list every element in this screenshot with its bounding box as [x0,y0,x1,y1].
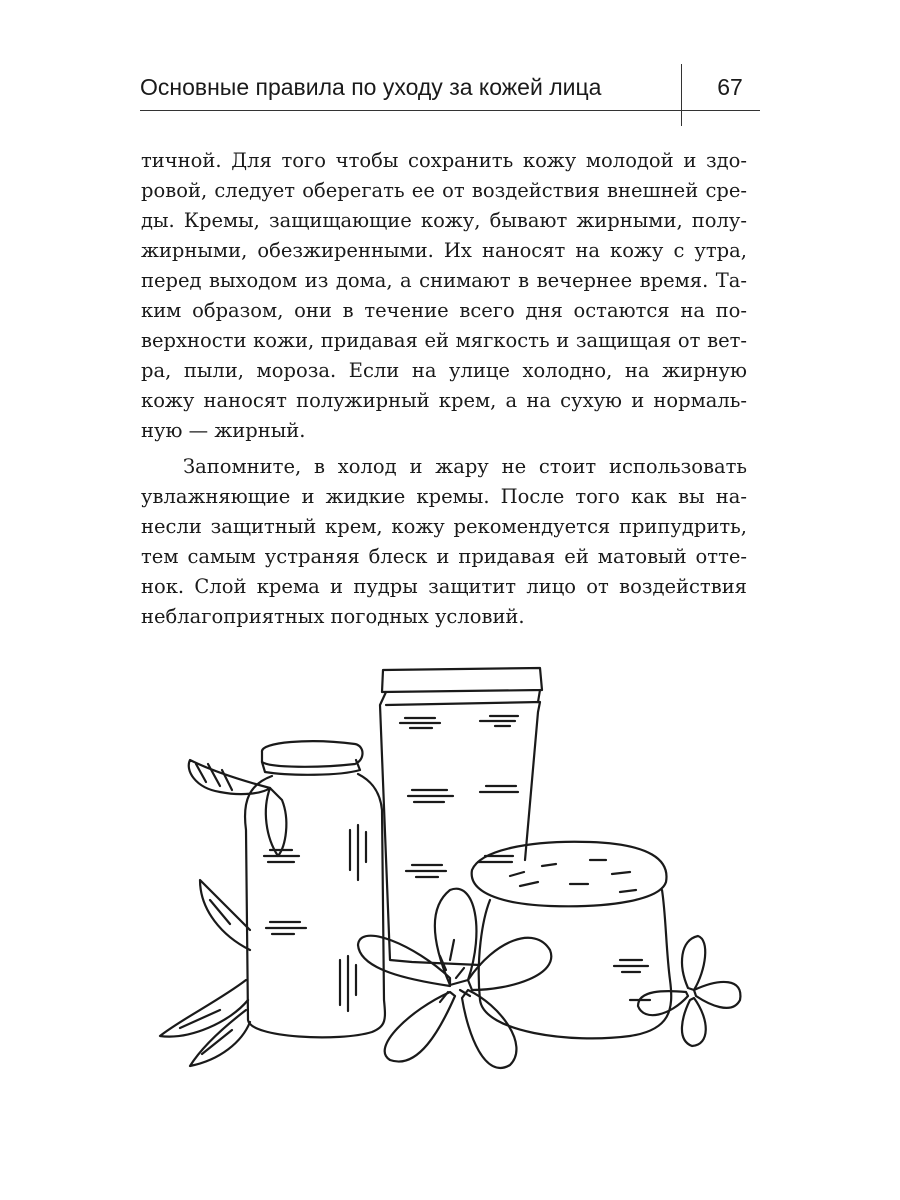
page-number: 67 [717,74,743,100]
text-line: ра, пыли, мороза. Если на улице холодно, на жирную [141,359,747,382]
text-line: ную — жирный. [141,419,306,442]
text-line: неблагоприятных погодных условий. [141,605,525,628]
text-line: ким образом, они в течение всего дня остаются на по- [141,299,747,322]
ribbon-bow [189,760,287,856]
text-line: перед выходом из дома, а снимают в вечернее время. Та- [141,269,747,292]
cosmetics-illustration [150,660,750,1090]
text-line: тем самым устраняя блеск и придавая ей матовый отте- [141,545,747,568]
paragraph [141,452,747,632]
text-line: кожу наносят полужирный крем, а на сухую и нормаль- [141,389,747,412]
bottle [245,741,385,1037]
header-divider [681,64,682,126]
cream-jar [472,842,672,1039]
text-line: тичной. Для того чтобы сохранить кожу молодой и здо- [141,149,747,172]
text-line: ровой, следует оберегать ее от воздействия внешней сре- [141,179,747,202]
cream-tube [380,668,542,965]
left-leaves [160,880,250,1066]
chapter-title: Основные правила по уходу за кожей лица [140,74,602,100]
text-line: ды. Кремы, защищающие кожу, бывают жирными, полу- [141,209,747,232]
center-flower [358,889,551,1068]
paragraph [141,146,747,446]
text-line: жирными, обезжиренными. Их наносят на кожу с утра, [141,239,747,262]
body-text [141,146,747,632]
text-line: увлажняющие и жидкие кремы. После того как вы на- [141,485,747,508]
text-line: несли защитный крем, кожу рекомендуется припудрить, [141,515,747,538]
text-line: верхности кожи, придавая ей мягкость и защищая от вет- [141,329,747,352]
text-line: Запомните, в холод и жару не стоит использовать [183,455,747,478]
text-line: нок. Слой крема и пудры защитит лицо от воздействия [141,575,747,598]
header-rule [140,110,760,111]
